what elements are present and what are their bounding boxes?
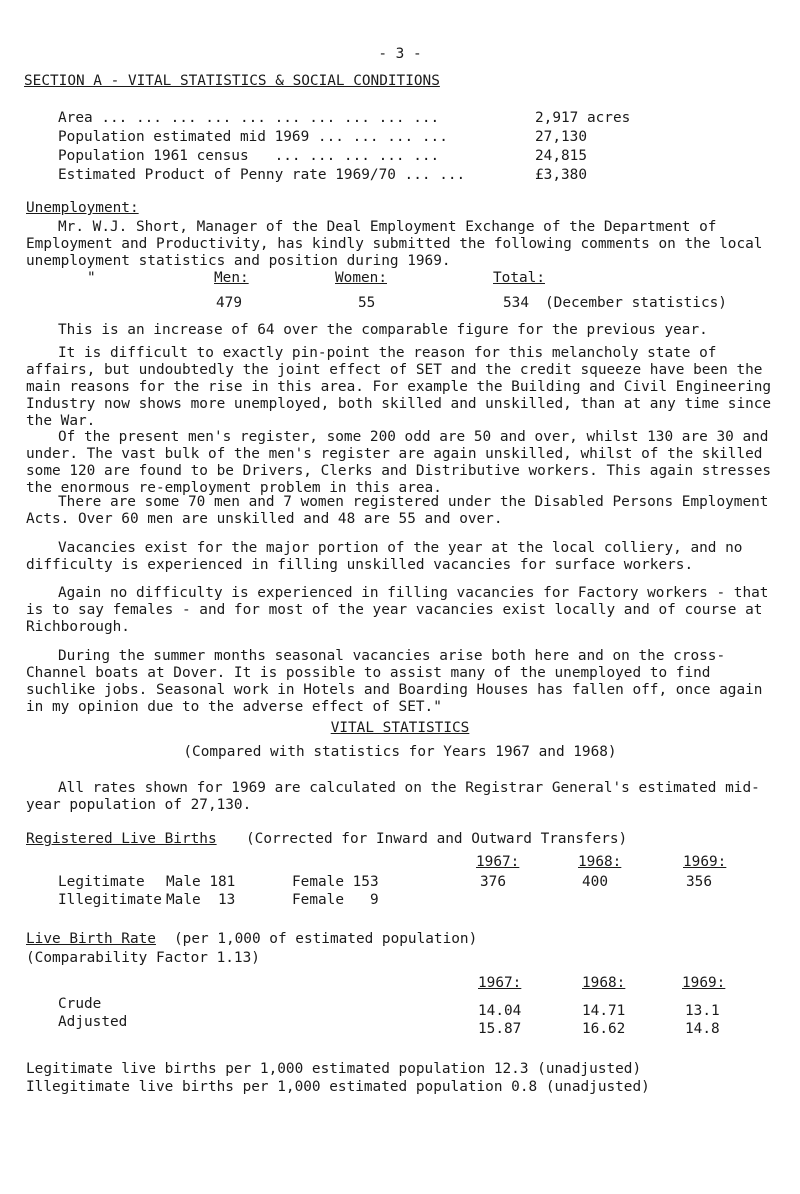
header-women: Women: [335,270,387,286]
summary-value: 2,917 acres [535,110,631,126]
birth-rate-year: 1967: [478,975,522,991]
birth-rate-row-label: Adjusted [58,1014,128,1030]
summary-value: 24,815 [535,148,587,164]
footnote: Illegitimate live births per 1,000 estimated population 0.8 (unadjusted) [26,1079,650,1095]
header-total: Total: [493,270,545,286]
births-total: 400 [582,874,608,890]
unemployment-heading: Unemployment: [26,200,139,216]
birth-rate-value: 13.1 [685,1003,720,1019]
births-year: 1967: [476,854,520,870]
vital-statistics-subheading: (Compared with statistics for Years 1967 and 1968) [183,744,617,760]
value-men: 479 [216,295,242,311]
unemployment-paragraph: Again no difficulty is experienced in filling vacancies for Factory workers - that is to say females - and for most of the year vacancies exist locally and of course at Richborough. [26,585,769,635]
birth-rate-year: 1968: [582,975,626,991]
summary-value: £3,380 [535,167,587,183]
birth-rate-value: 16.62 [582,1021,626,1037]
footnote: Legitimate live births per 1,000 estimated population 12.3 (unadjusted) [26,1061,642,1077]
summary-value: 27,130 [535,129,587,145]
page-number: - 3 - [378,46,422,62]
births-qualifier: (Corrected for Inward and Outward Transfers) [246,831,628,847]
births-row-female: Female 9 [292,892,379,908]
summary-label: Population 1961 census ... ... ... ... ... [58,148,440,164]
value-note: (December statistics) [545,295,727,311]
unemployment-paragraph: Of the present men's register, some 200 odd are 50 and over, whilst 130 are 30 and under. The vast bulk of the men's register are again unskilled, whilst of the skilled some 120 are found to be Drivers, Clerks and Distributive workers. This again stresses the enormous re-employment problem in this area. [26,429,772,496]
unemployment-paragraph: This is an increase of 64 over the comparable figure for the previous year. [58,322,708,338]
vital-statistics-heading: VITAL STATISTICS [330,720,470,736]
births-row-male: Male 181 [166,874,236,890]
value-women: 55 [358,295,376,311]
births-row-female: Female 153 [292,874,379,890]
unemployment-paragraph: It is difficult to exactly pin-point the reason for this melancholy state of affairs, but undoubtedly the joint effect of SET and the credit squeeze have been the main reasons for the rise in this area. For example the Building and Civil Engineering Industry now shows more unemployed, both skilled and unskilled, than at any time since the War. [26,345,772,429]
value-total: 534 [503,295,529,311]
births-row-type: Legitimate [58,874,145,890]
unemployment-intro: Mr. W.J. Short, Manager of the Deal Employment Exchange of the Department of Employment and Productivity, has kindly submitted the following comments on the local unemployment statistics and position during 1969. [26,219,763,269]
birth-rate-qualifier: (per 1,000 of estimated population) [174,931,478,947]
births-row-type: Illegitimate [58,892,162,908]
unemployment-paragraph: Vacancies exist for the major portion of the year at the local colliery, and no difficulty is experienced in filling unskilled vacancies for surface workers. [26,540,743,573]
births-total: 376 [480,874,506,890]
section-heading: SECTION A - VITAL STATISTICS & SOCIAL CONDITIONS [24,73,440,89]
summary-label: Estimated Product of Penny rate 1969/70 ... ... [58,167,466,183]
header-men: Men: [214,270,249,286]
births-label: Registered Live Births [26,831,217,847]
birth-rate-label: Live Birth Rate [26,931,156,947]
birth-rate-year: 1969: [682,975,726,991]
birth-rate-value: 14.8 [685,1021,720,1037]
birth-rate-factor: (Comparability Factor 1.13) [26,950,260,966]
unemployment-paragraph: There are some 70 men and 7 women registered under the Disabled Persons Employment Acts. Over 60 men are unskilled and 48 are 55 and over. [26,494,769,527]
births-year: 1969: [683,854,727,870]
births-total: 356 [686,874,712,890]
birth-rate-value: 15.87 [478,1021,522,1037]
births-year: 1968: [578,854,622,870]
birth-rate-row-label: Crude [58,996,102,1012]
summary-label: Population estimated mid 1969 ... ... ... ... [58,129,448,145]
birth-rate-value: 14.71 [582,1003,626,1019]
quote-mark: " [87,270,96,286]
birth-rate-value: 14.04 [478,1003,522,1019]
summary-label: Area ... ... ... ... ... ... ... ... ... ... [58,110,440,126]
rates-note: All rates shown for 1969 are calculated on the Registrar General's estimated mid-year population of 27,130. [26,780,760,813]
unemployment-paragraph: During the summer months seasonal vacancies arise both here and on the cross-Channel boats at Dover. It is possible to assist many of the unemployed to find suchlike jobs. Seasonal work in Hotels and Boarding Houses has fallen off, once again in my opinion due to the adverse effect of SET." [26,648,763,715]
births-row-male: Male 13 [166,892,236,908]
